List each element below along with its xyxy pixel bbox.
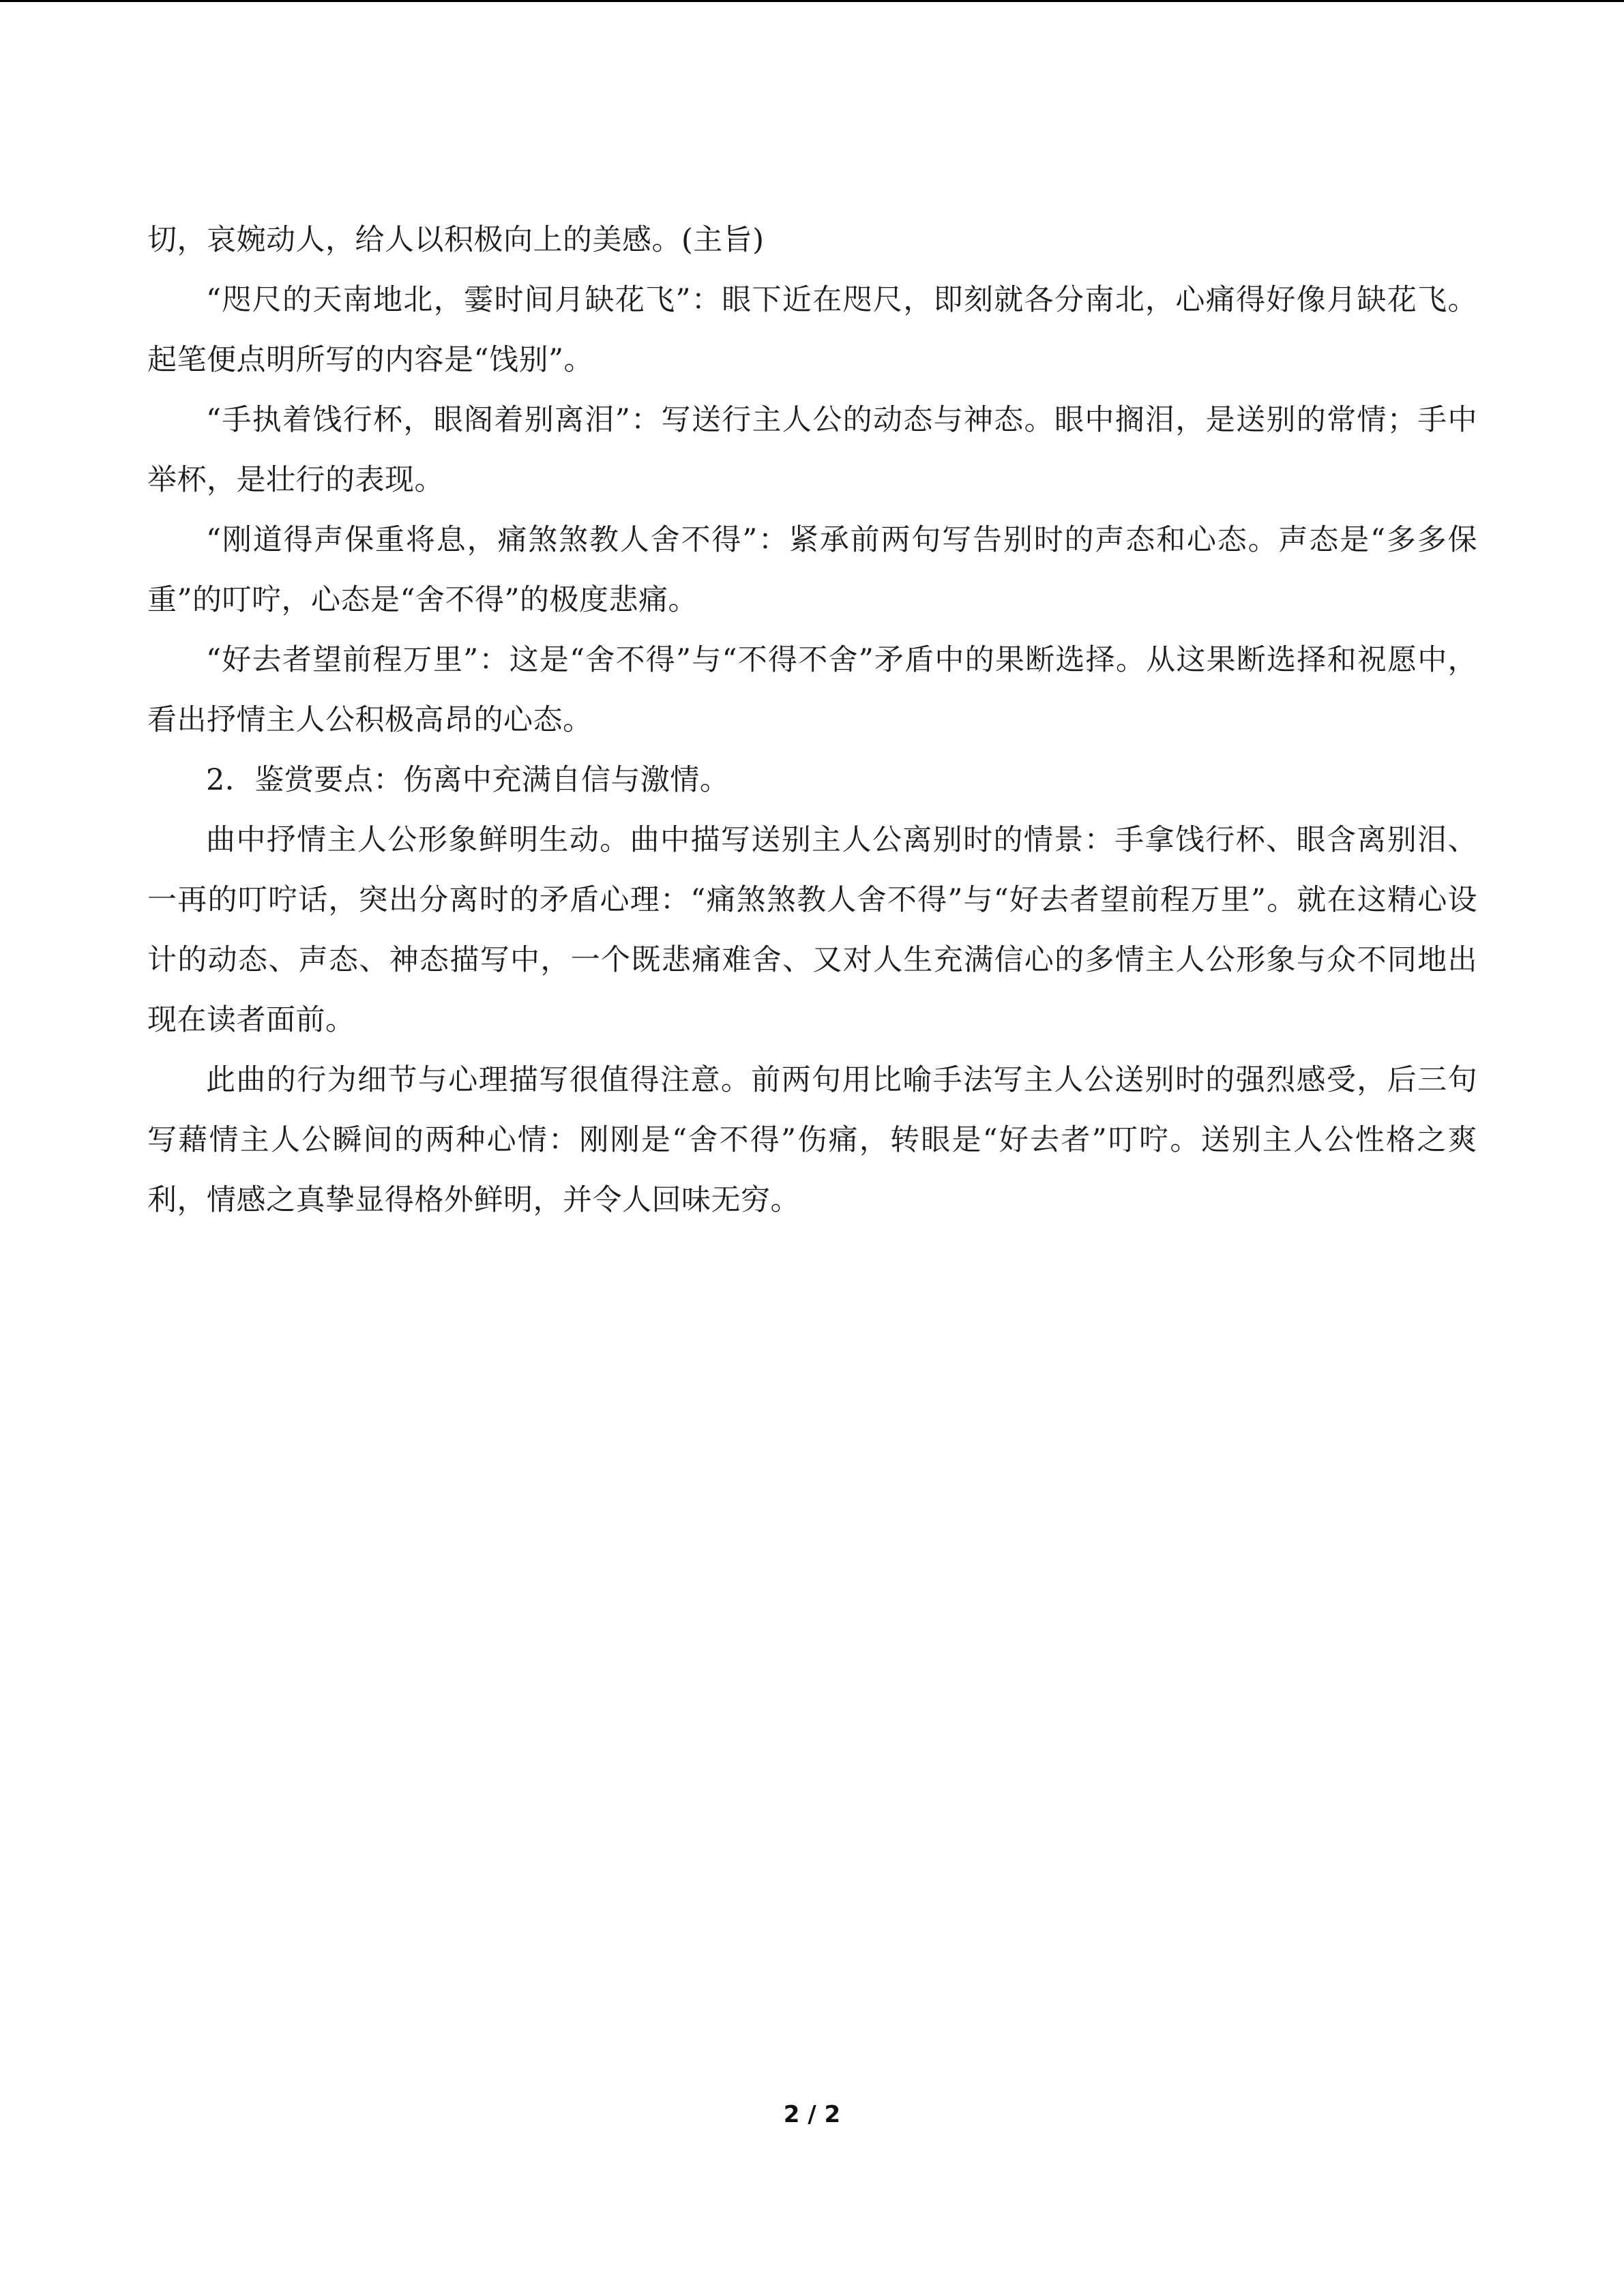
paragraph-line-2-analysis: “手执着饯行杯，眼阁着别离泪”：写送行主人公的动态与神态。眼中搁泪，是送别的常情；手中举杯，是壮行的表现。 — [147, 403, 1477, 497]
page-number: 2 / 2 — [783, 2101, 841, 2128]
paragraph-theme-conclusion: 切，哀婉动人，给人以积极向上的美感。(主旨) — [147, 223, 765, 257]
paragraph-line-3-analysis: “刚道得声保重将息，痛煞煞教人舍不得”：紧承前两句写告别时的声态和心态。声态是“多多保重”的叮咛，心态是“舍不得”的极度悲痛。 — [147, 523, 1477, 617]
section-heading-appreciation: 2．鉴赏要点：伤离中充满自信与激情。 — [206, 763, 730, 797]
paragraph-line-1-analysis: “咫尺的天南地北，霎时间月缺花飞”：眼下近在咫尺，即刻就各分南北，心痛得好像月缺花飞。起笔便点明所写的内容是“饯别”。 — [147, 283, 1477, 377]
document-body — [147, 210, 1477, 1230]
paragraph-character-image: 曲中抒情主人公形象鲜明生动。曲中描写送别主人公离别时的情景：手拿饯行杯、眼含离别泪、一再的叮咛话，突出分离时的矛盾心理：“痛煞煞教人舍不得”与“好去者望前程万里”。就在这精心设计的动态、声态、神态描写中，一个既悲痛难舍、又对人生充满信心的多情主人公形象与众不同地出现在读者面前。 — [147, 823, 1477, 1037]
paragraph-line-4-analysis: “好去者望前程万里”：这是“舍不得”与“不得不舍”矛盾中的果断选择。从这果断选择和祝愿中，看出抒情主人公积极高昂的心态。 — [147, 643, 1477, 737]
paragraph-detail-psychology: 此曲的行为细节与心理描写很值得注意。前两句用比喻手法写主人公送别时的强烈感受，后三句写藉情主人公瞬间的两种心情：刚刚是“舍不得”伤痛，转眼是“好去者”叮咛。送别主人公性格之爽利，情感之真挚显得格外鲜明，并令人回味无穷。 — [147, 1063, 1477, 1217]
